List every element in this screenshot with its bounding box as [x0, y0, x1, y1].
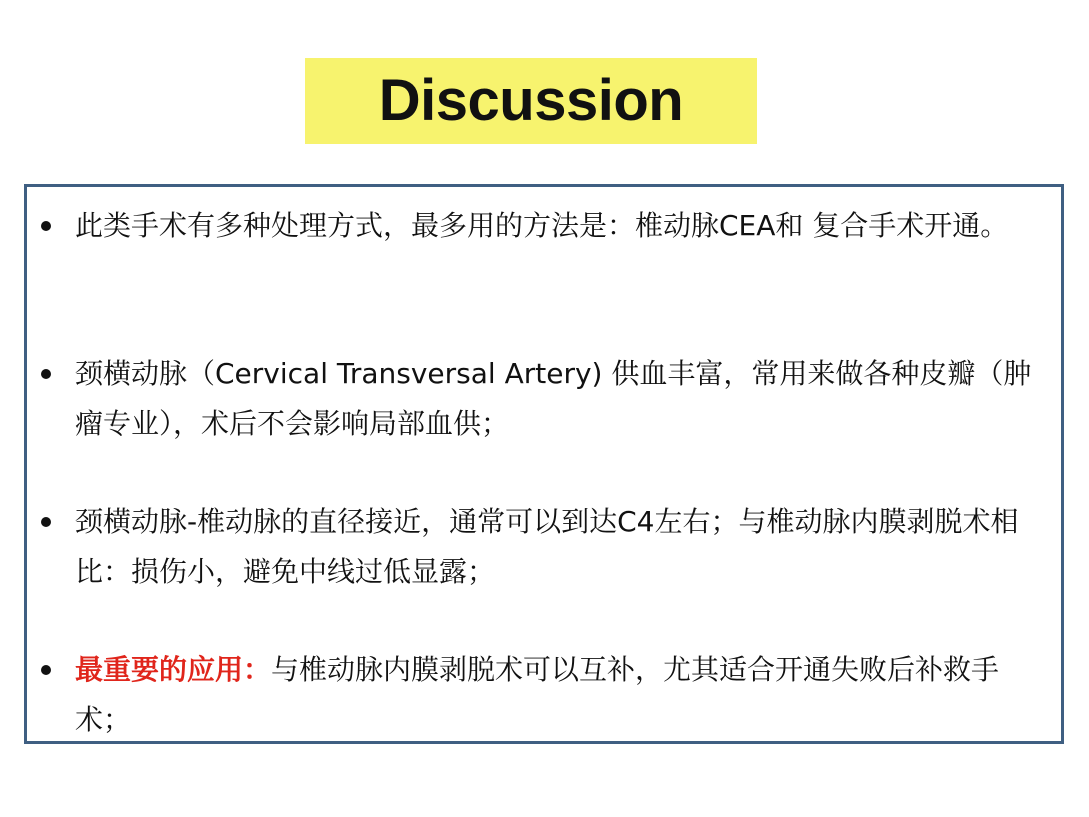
content-frame — [24, 184, 1064, 744]
bullet-dot-icon — [41, 221, 51, 231]
bullet-dot-icon — [41, 369, 51, 379]
slide-title: Discussion — [378, 68, 684, 133]
bullet-dot-icon — [41, 517, 51, 527]
bullet-emphasis: 最重要的应用： — [75, 653, 272, 686]
bullet-body: 颈横动脉-椎动脉的直径接近，通常可以到达C4左右；与椎动脉内膜剥脱术相比：损伤小，避免中线过低显露； — [75, 505, 1019, 588]
slide-title-banner — [305, 58, 757, 144]
bullet-dot-icon — [41, 665, 51, 675]
bullet-body: 颈横动脉（Cervical Transversal Artery) 供血丰富，常用来做各种皮瓣（肿瘤专业），术后不会影响局部血供； — [75, 357, 1032, 440]
bullet-text — [75, 349, 1050, 449]
bullet-body: 与椎动脉内膜剥脱术可以互补，尤其适合开通失败后补救手术； — [75, 653, 1000, 736]
bullet-text — [75, 497, 1050, 597]
bullet-text — [75, 645, 1050, 745]
bullet-body: 此类手术有多种处理方式，最多用的方法是：椎动脉CEA和 复合手术开通。 — [75, 209, 1009, 242]
bullet-text — [75, 201, 1050, 251]
